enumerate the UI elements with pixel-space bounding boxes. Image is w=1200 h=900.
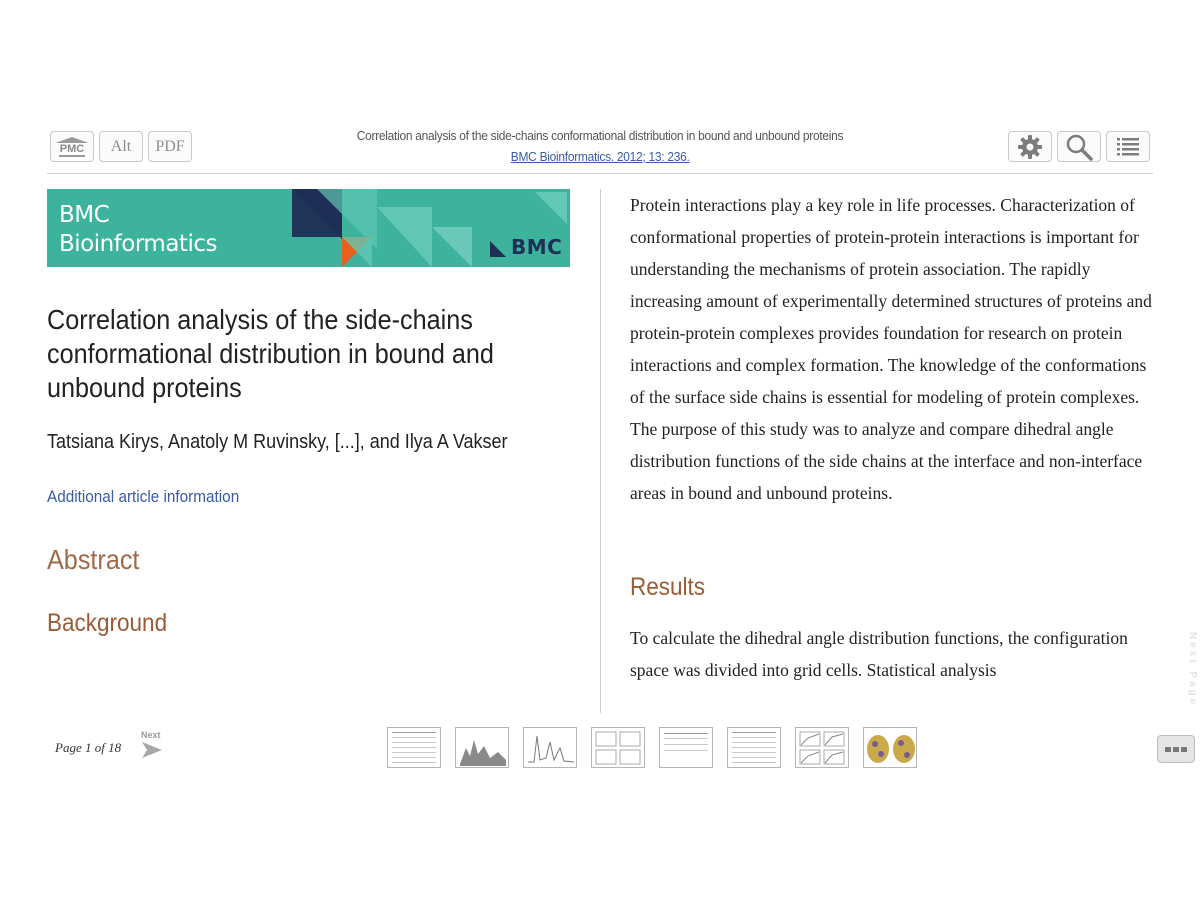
thumbnail-figure-scatter[interactable] <box>795 727 849 768</box>
journal-name-line2: Bioinformatics <box>59 231 217 257</box>
pdf-button-label: PDF <box>155 137 185 155</box>
list-icon <box>1116 136 1140 158</box>
gear-icon <box>1017 134 1043 160</box>
search-button[interactable] <box>1057 131 1101 162</box>
thumbnail-figure-molecule[interactable] <box>863 727 917 768</box>
arrow-right-icon <box>142 742 162 758</box>
page-indicator: Page 1 of 18 <box>55 740 122 755</box>
background-heading: Background <box>47 609 168 637</box>
journal-name-line1: BMC <box>59 202 110 228</box>
next-label: Next <box>141 730 161 740</box>
figure-thumbnail-strip <box>387 727 917 768</box>
article-title: Correlation analysis of the side-chains conformational distribution in bound and unbound proteins <box>47 304 494 403</box>
pdf-button[interactable] <box>148 131 192 162</box>
pmc-button-label: PMC <box>59 143 85 155</box>
abstract-heading: Abstract <box>47 544 140 575</box>
alt-view-button[interactable] <box>99 131 143 162</box>
more-dots-icon <box>1165 747 1171 752</box>
column-divider <box>600 189 601 713</box>
alt-button-label: Alt <box>110 137 132 155</box>
more-dot <box>1181 747 1187 752</box>
peaks-plot-thumbnail <box>524 728 577 768</box>
scatter-plots-thumbnail <box>796 728 849 768</box>
journal-banner <box>47 189 570 267</box>
molecule-thumbnail <box>864 728 917 768</box>
side-next-page-link[interactable]: Next Page <box>1187 632 1198 708</box>
header-article-title: Correlation analysis of the side-chains conformational distribution in bound and unbound proteins <box>356 128 844 143</box>
thumbnail-table-3[interactable] <box>727 727 781 768</box>
grid-plots-thumbnail <box>592 728 645 768</box>
surface-plot-thumbnail <box>456 728 509 768</box>
results-paragraph: To calculate the dihedral angle distribution functions, the configuration space was divided into grid cells. Statistical analysis <box>630 628 1128 680</box>
thumbnail-figure-peaks[interactable] <box>523 727 577 768</box>
thumbnail-table-1[interactable] <box>387 727 441 768</box>
pmc-building-icon <box>55 137 89 143</box>
reader-toolbar <box>47 129 1153 174</box>
journal-name <box>59 201 217 259</box>
thumbnail-table-2[interactable] <box>659 727 713 768</box>
thumbnail-figure-grid[interactable] <box>591 727 645 768</box>
bmc-logo-text: BMC <box>511 235 563 259</box>
author-list: Tatsiana Kirys, Anatoly M Ruvinsky, [...], and Ilya A Vakser <box>47 431 508 453</box>
table-of-contents-button[interactable] <box>1106 131 1150 162</box>
more-dot <box>1173 747 1179 752</box>
next-page-button[interactable] <box>139 730 165 762</box>
more-options-button[interactable] <box>1157 735 1195 763</box>
pmc-home-button[interactable] <box>50 131 94 162</box>
additional-article-info-link[interactable]: Additional article information <box>47 487 240 506</box>
toolbar-header <box>247 129 953 166</box>
thumbnail-figure-surface[interactable] <box>455 727 509 768</box>
search-icon <box>1065 133 1093 161</box>
results-heading: Results <box>630 573 706 601</box>
settings-button[interactable] <box>1008 131 1052 162</box>
citation-link[interactable]: BMC Bioinformatics. 2012; 13: 236. <box>510 149 690 164</box>
background-paragraph: Protein interactions play a key role in life processes. Characterization of conformational properties of protein-protein interactions is important for understanding the mechanisms of protein association. The rapidly increasing amount of experimentally determined structures of proteins and protein-protein complexes provides foundation for research on protein interactions and complex formation. The knowledge of the conformations of the surface side chains is essential for modeling of protein complexes. The purpose of this study was to analyze and compare dihedral angle distribution functions of the side chains at the interface and non-interface areas in bound and unbound proteins. <box>630 195 1152 503</box>
